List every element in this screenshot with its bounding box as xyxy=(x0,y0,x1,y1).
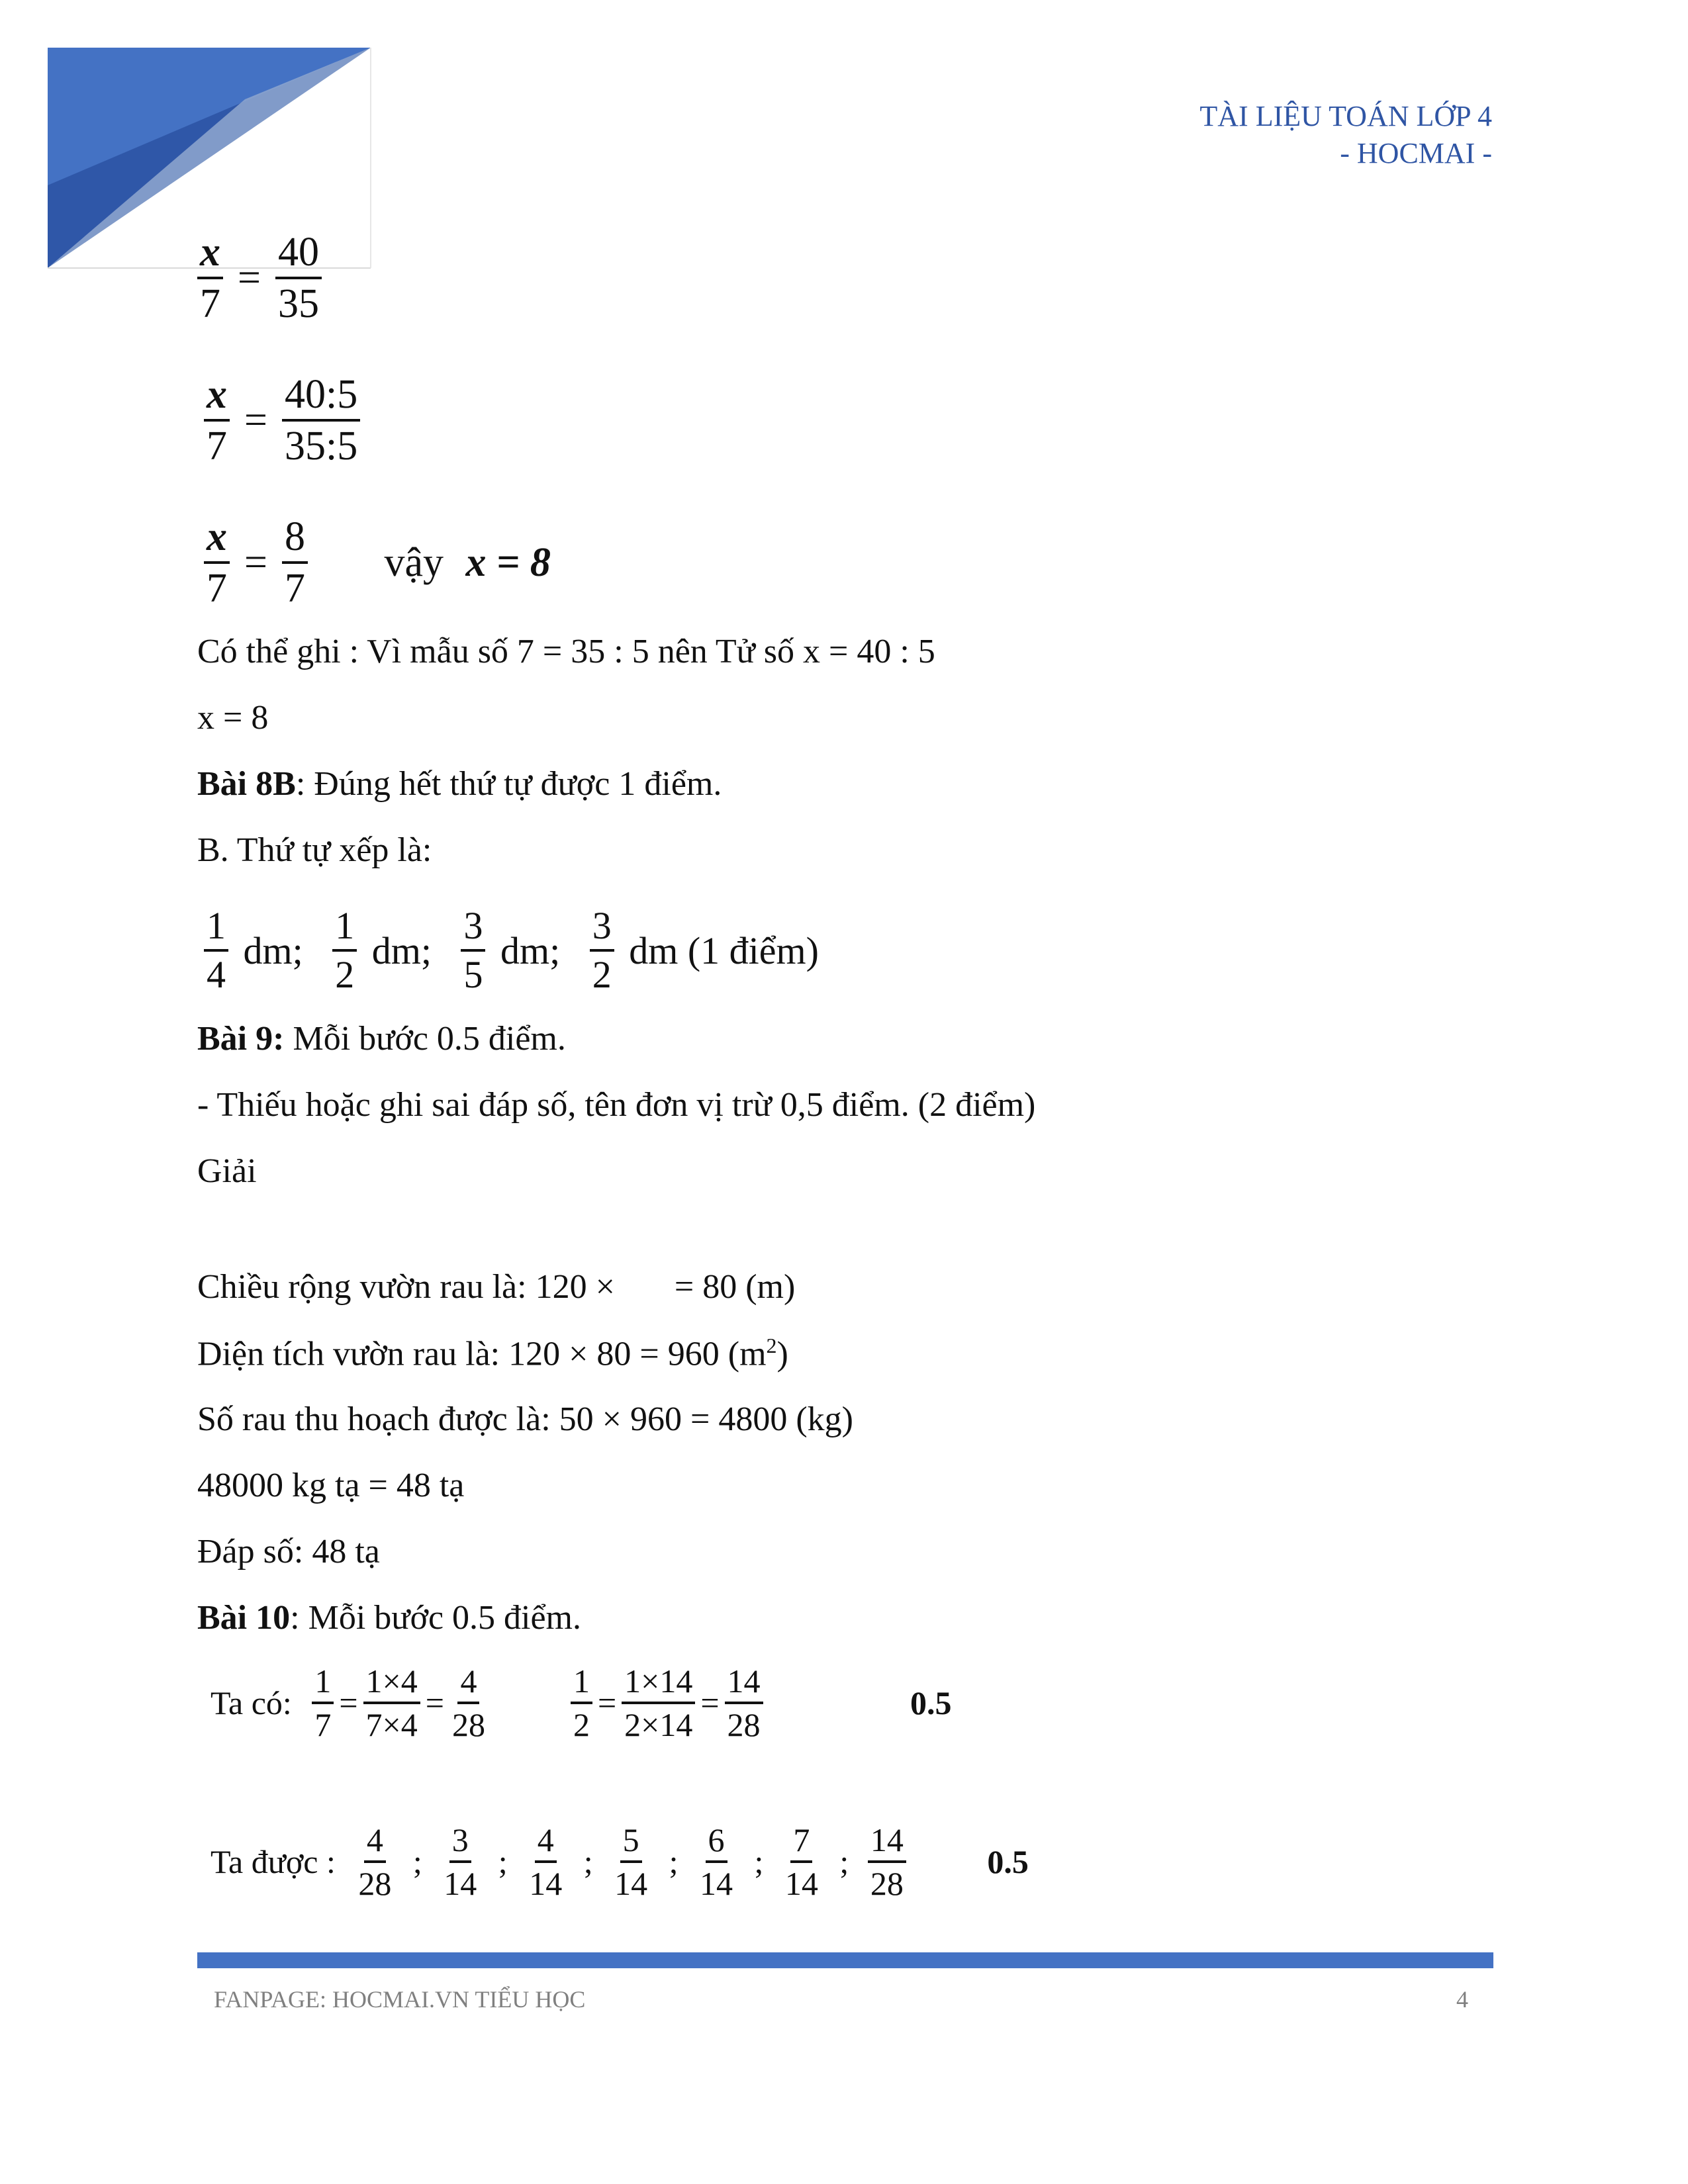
bai-10-line xyxy=(197,1598,581,1637)
unit-label: dm; xyxy=(371,929,432,972)
equals-sign: = xyxy=(244,539,267,585)
fraction-denominator: 35:5 xyxy=(284,424,358,469)
conclusion-expression: x = 8 xyxy=(465,539,551,585)
fraction-numerator: 1 xyxy=(312,1664,334,1704)
answer-line: Đáp số: 48 tạ xyxy=(197,1533,380,1570)
fraction-numerator: x xyxy=(197,232,223,279)
separator: ; xyxy=(583,1843,593,1880)
fraction-numerator: 1×14 xyxy=(622,1664,695,1704)
conclusion-word: vậy xyxy=(384,539,444,585)
fraction-denominator: 7×4 xyxy=(365,1706,418,1743)
fraction-numerator: 6 xyxy=(706,1823,727,1863)
fraction-numerator: 8 xyxy=(282,516,308,564)
fraction-denominator: 28 xyxy=(870,1865,904,1902)
fraction-denominator: 28 xyxy=(727,1706,761,1743)
fraction-numerator: 40 xyxy=(275,232,322,279)
score-label: 0.5 xyxy=(987,1843,1029,1880)
equals-sign: = xyxy=(597,1684,617,1721)
note-line: Có thể ghi : Vì mẫu số 7 = 35 : 5 nên Tử số x = 40 : 5 xyxy=(197,633,935,670)
separator: ; xyxy=(498,1843,508,1880)
fraction-denominator: 7 xyxy=(314,1706,332,1743)
page-number: 4 xyxy=(1456,1986,1468,2013)
equation-3 xyxy=(204,516,551,609)
equals-sign: = xyxy=(339,1684,358,1721)
bai-8b-text: : Đúng hết thứ tự được 1 điểm. xyxy=(295,765,722,803)
bai-10-text: : Mỗi bước 0.5 điểm. xyxy=(290,1599,582,1637)
equation-1 xyxy=(197,232,322,324)
equation-2 xyxy=(204,374,360,467)
order-fractions xyxy=(204,904,819,996)
solution-heading: Giải xyxy=(197,1152,257,1190)
fraction-numerator: 1×4 xyxy=(363,1664,420,1704)
equals-sign: = xyxy=(425,1684,444,1721)
unit-label: dm; xyxy=(243,929,303,972)
area-line-end: ) xyxy=(776,1335,788,1373)
fraction-numerator: 14 xyxy=(725,1664,763,1704)
fraction-denominator: 7 xyxy=(200,281,220,326)
bai-9-text: Mỗi bước 0.5 điểm. xyxy=(284,1020,566,1058)
bai-9-note: - Thiếu hoặc ghi sai đáp số, tên đơn vị trừ 0,5 điểm. (2 điểm) xyxy=(197,1086,1036,1124)
bai-10-equation-1 xyxy=(211,1664,952,1741)
ta-duoc-label: Ta được : xyxy=(211,1843,336,1880)
area-line-text: Diện tích vườn rau là: 120 × 80 = 960 (m xyxy=(197,1335,767,1373)
equals-sign: = xyxy=(700,1684,720,1721)
footer-fanpage: FANPAGE: HOCMAI.VN TIỂU HỌC xyxy=(214,1986,586,2013)
fraction-numerator: 3 xyxy=(449,1823,471,1863)
fraction-denominator: 7 xyxy=(284,566,305,611)
area-line xyxy=(197,1334,788,1373)
ta-co-label: Ta có: xyxy=(211,1684,292,1721)
width-line-start: Chiều rộng vườn rau là: 120 × xyxy=(197,1268,615,1306)
harvest-line: Số rau thu hoạch được là: 50 × 960 = 4800 (kg) xyxy=(197,1400,853,1438)
bai-8b-label: Bài 8B xyxy=(197,765,296,803)
bai-9-label: Bài 9: xyxy=(197,1020,285,1058)
document-header xyxy=(1199,98,1492,172)
bai-8b-line xyxy=(197,764,722,803)
bai-9-line xyxy=(197,1019,566,1058)
bai-10-equation-2 xyxy=(211,1823,1029,1900)
unit-label: dm (1 điểm) xyxy=(629,929,819,972)
convert-line: 48000 kg tạ = 48 tạ xyxy=(197,1467,465,1504)
fraction-numerator: 7 xyxy=(790,1823,812,1863)
fraction-numerator: 1 xyxy=(204,907,228,952)
fraction-denominator: 14 xyxy=(444,1865,477,1902)
fraction-denominator: 2×14 xyxy=(624,1706,693,1743)
fraction-denominator: 2 xyxy=(335,953,355,996)
bai-10-label: Bài 10 xyxy=(197,1599,291,1637)
fraction-numerator: 14 xyxy=(868,1823,906,1863)
fraction-numerator: 1 xyxy=(332,907,357,952)
x-equals-line: x = 8 xyxy=(197,699,269,737)
area-superscript: 2 xyxy=(766,1334,777,1357)
separator: ; xyxy=(412,1843,422,1880)
fraction-numerator: x xyxy=(204,374,230,422)
fraction-denominator: 4 xyxy=(207,953,226,996)
width-line-end: = 80 (m) xyxy=(674,1268,796,1306)
fraction-denominator: 28 xyxy=(358,1865,392,1902)
fraction-denominator: 14 xyxy=(614,1865,648,1902)
unit-label: dm; xyxy=(500,929,561,972)
fraction-denominator: 14 xyxy=(784,1865,818,1902)
header-title: TÀI LIỆU TOÁN LỚP 4 xyxy=(1199,100,1492,132)
fraction-numerator: 4 xyxy=(364,1823,386,1863)
fraction-numerator: 4 xyxy=(535,1823,557,1863)
fraction-numerator: 3 xyxy=(590,907,614,952)
fraction-numerator: 5 xyxy=(620,1823,642,1863)
fraction-numerator: x xyxy=(204,516,230,564)
fraction-denominator: 5 xyxy=(463,953,483,996)
fraction-denominator: 14 xyxy=(529,1865,563,1902)
fraction-denominator: 7 xyxy=(207,424,227,469)
fraction-denominator: 35 xyxy=(277,281,319,326)
footer-divider xyxy=(197,1952,1493,1968)
fraction-denominator: 7 xyxy=(207,566,227,611)
order-heading: B. Thứ tự xếp là: xyxy=(197,831,432,869)
separator: ; xyxy=(839,1843,849,1880)
fraction-denominator: 2 xyxy=(573,1706,590,1743)
equals-sign: = xyxy=(238,255,261,300)
fraction-numerator: 4 xyxy=(457,1664,479,1704)
fraction-numerator: 3 xyxy=(461,907,485,952)
separator: ; xyxy=(669,1843,679,1880)
fraction-numerator: 1 xyxy=(571,1664,592,1704)
score-label: 0.5 xyxy=(910,1684,952,1721)
fraction-denominator: 28 xyxy=(451,1706,485,1743)
fraction-denominator: 14 xyxy=(700,1865,733,1902)
equals-sign: = xyxy=(244,397,267,443)
fraction-numerator: 40:5 xyxy=(282,374,360,422)
separator: ; xyxy=(754,1843,764,1880)
width-line xyxy=(197,1267,795,1306)
fraction-denominator: 2 xyxy=(592,953,612,996)
header-subtitle: - HOCMAI - xyxy=(1340,137,1492,169)
